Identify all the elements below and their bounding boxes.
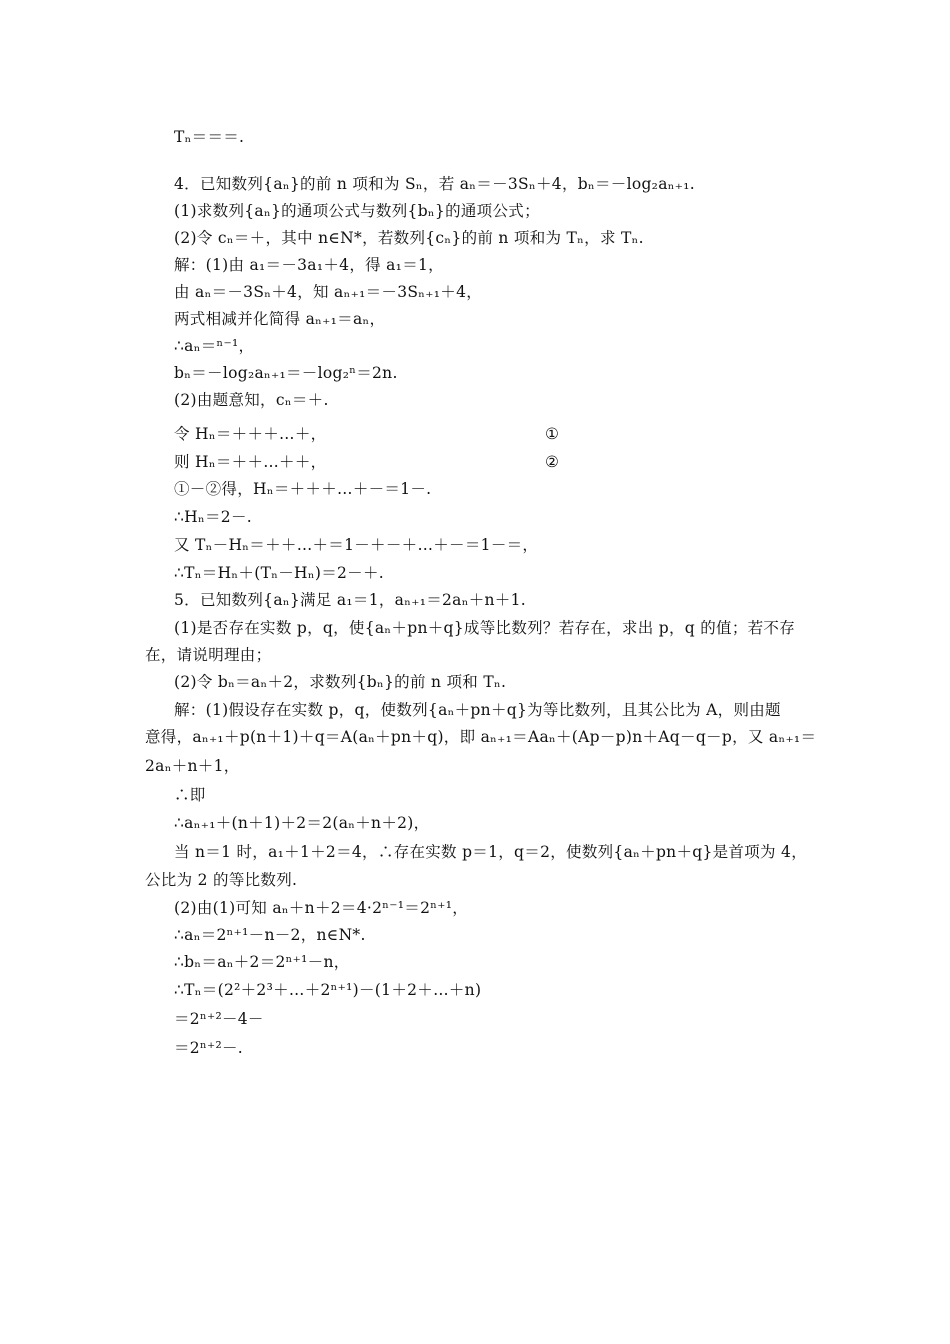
text-line: 又 Tₙ－Hₙ＝＋＋…＋＝1－＋－＋…＋－＝1－＝， [174,536,539,554]
text-line: 当 n＝1 时，a₁＋1＋2＝4，∴存在实数 p＝1，q＝2，使数列{aₙ＋pn＋q}是首项为 4， [174,843,808,861]
text-line: 由 aₙ＝－3Sₙ＋4，知 aₙ₊₁＝－3Sₙ₊₁＋4， [174,283,483,301]
equation-marker-1: ① [545,425,559,443]
text-line: (1)求数列{aₙ}的通项公式与数列{bₙ}的通项公式； [174,202,540,220]
text-line: 2aₙ＋n＋1， [145,757,240,775]
problem-4-statement: 4．已知数列{aₙ}的前 n 项和为 Sₙ，若 aₙ＝－3Sₙ＋4，bₙ＝－log₂aₙ₊₁. [174,175,695,193]
text-line: ∴Tₙ＝(2²＋2³＋…＋2ⁿ⁺¹)－(1＋2＋…＋n) [174,981,482,999]
text-line: ①－②得，Hₙ＝＋＋＋…＋－＝1－. [174,480,432,498]
text-line: (2)令 bₙ＝aₙ＋2，求数列{bₙ}的前 n 项和 Tₙ. [174,673,507,691]
text-line: 解：(1)假设存在实数 p，q，使数列{aₙ＋pn＋q}为等比数列，且其公比为 A，则由题 [174,701,781,719]
problem-5-statement: 5．已知数列{aₙ}满足 a₁＝1，aₙ₊₁＝2aₙ＋n＋1. [174,591,526,609]
equation-marker-2: ② [545,453,559,471]
text-line: ∴Tₙ＝Hₙ＋(Tₙ－Hₙ)＝2－＋. [174,564,384,582]
text-line: bₙ＝－log₂aₙ₊₁＝－log₂ⁿ＝2n. [174,364,398,382]
text-line: 令 Hₙ＝＋＋＋…＋， [174,425,327,443]
text-line: ∴bₙ＝aₙ＋2＝2ⁿ⁺¹－n， [174,953,350,971]
text-line: 在，请说明理由； [145,646,272,664]
text-line: ∴aₙ₊₁＋(n＋1)＋2＝2(aₙ＋n＋2)， [174,814,430,832]
text-line: (1)是否存在实数 p，q，使{aₙ＋pn＋q}成等比数列？若存在，求出 p，q 的值；若不存 [174,619,796,637]
text-line: 公比为 2 的等比数列. [145,871,298,889]
text-line: ∴aₙ＝2ⁿ⁺¹－n－2，n∈N*. [174,926,366,944]
text-line: 意得，aₙ₊₁＋p(n＋1)＋q＝A(aₙ＋pn＋q)，即 aₙ₊₁＝Aaₙ＋(Ap－p)n＋Aq－q－p，又 aₙ₊₁＝ [145,728,817,746]
text-line: ∴即 [174,786,206,804]
text-line: ＝2ⁿ⁺²－. [174,1039,243,1057]
text-line: 则 Hₙ＝＋＋…＋＋， [174,453,327,471]
text-line: 两式相减并化简得 aₙ₊₁＝aₙ， [174,310,386,328]
text-line: 解：(1)由 a₁＝－3a₁＋4，得 a₁＝1， [174,256,444,274]
text-line: ＝2ⁿ⁺²－4－ [174,1010,264,1028]
text-line: (2)令 cₙ＝＋，其中 n∈N*，若数列{cₙ}的前 n 项和为 Tₙ，求 Tₙ. [174,229,644,247]
text-line: (2)由题意知，cₙ＝＋. [174,391,329,409]
text-line: (2)由(1)可知 aₙ＋n＋2＝4·2ⁿ⁻¹＝2ⁿ⁺¹， [174,899,469,917]
text-line: ∴Hₙ＝2－. [174,508,252,526]
text-line: Tₙ＝＝＝. [174,128,245,146]
text-line: ∴aₙ＝ⁿ⁻¹， [174,337,255,355]
